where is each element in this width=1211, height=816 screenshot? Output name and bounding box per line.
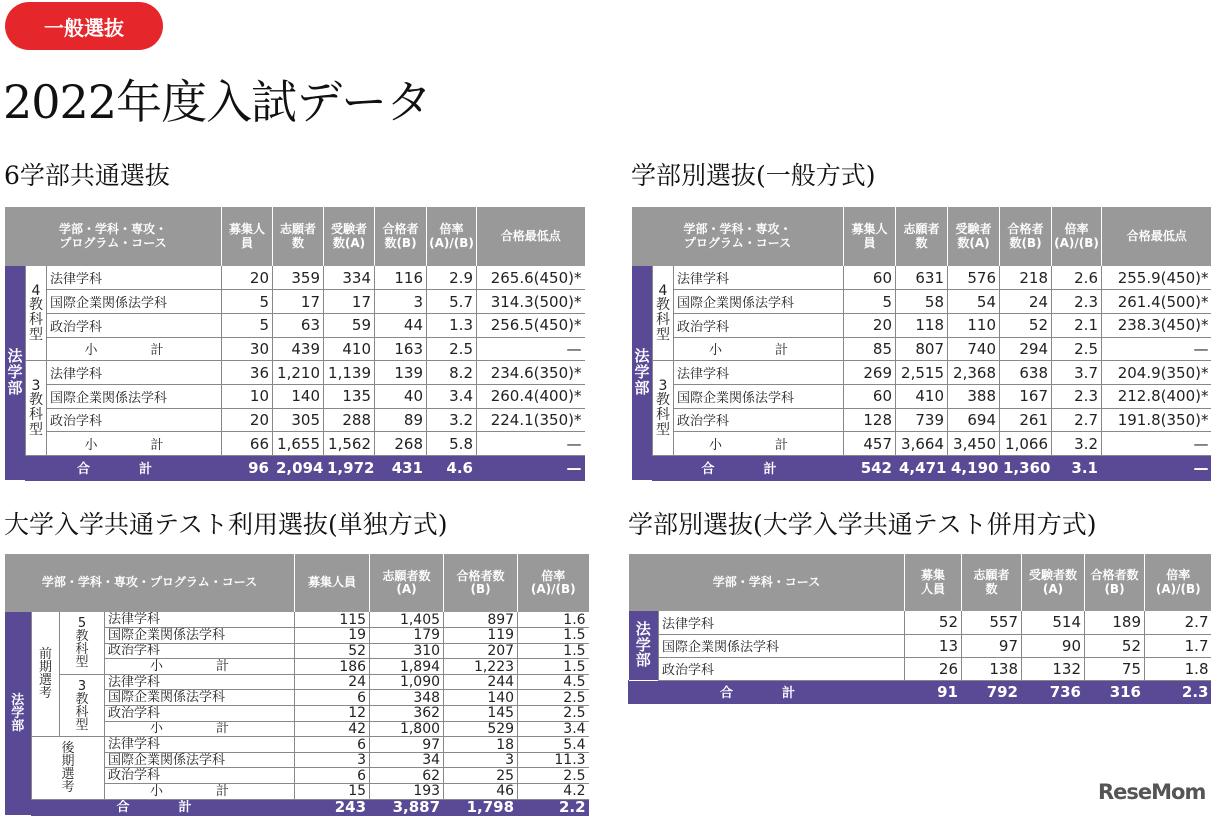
exam-type-label: 4 教 科 型	[653, 266, 674, 361]
header-passers: 合格者 数(B)	[1000, 207, 1052, 266]
table-row	[632, 384, 1211, 408]
cell-passers: 52	[1000, 313, 1052, 337]
cell-applicants: 410	[896, 384, 948, 408]
cell-applicants: 140	[273, 384, 324, 408]
cell-quota: 52	[905, 611, 962, 634]
cell-passers: 218	[1000, 266, 1052, 290]
cell-ratio: 2.7	[1145, 611, 1211, 634]
cell-dept-name: 法律学科	[659, 611, 905, 634]
cell-dept-name: 小 計	[674, 337, 844, 361]
cell-quota: 5	[222, 290, 273, 314]
cell-passers: 261	[1000, 408, 1052, 432]
cell-quota: 20	[222, 266, 273, 290]
cell-quota: 13	[905, 634, 962, 657]
cell-ratio: 3.2	[427, 408, 477, 432]
cell-applicants: 62	[370, 768, 444, 784]
cell-dept-name: 合 計	[26, 456, 222, 481]
cell-min-score: 260.4(400)*	[477, 384, 585, 408]
cell-min-score: 234.6(350)*	[477, 361, 585, 385]
cell-dept-name: 国際企業関係法学科	[47, 384, 222, 408]
cell-passers: 1,360	[1000, 456, 1052, 481]
cell-applicants: 4,471	[896, 456, 948, 481]
cell-ratio: 8.2	[427, 361, 477, 385]
cell-quota: 85	[844, 337, 896, 361]
cell-passers: 140	[444, 690, 518, 706]
cell-applicants: 557	[962, 611, 1022, 634]
cell-min-score: —	[477, 337, 585, 361]
cell-dept-name: 政治学科	[659, 657, 905, 680]
header-ratio: 倍率 (A)/(B)	[1052, 207, 1102, 266]
cell-applicants: 2,515	[896, 361, 948, 385]
cell-ratio: 2.3	[1052, 290, 1102, 314]
cell-applicants: 17	[273, 290, 324, 314]
cell-quota: 20	[844, 313, 896, 337]
cell-examinees: 132	[1022, 657, 1085, 680]
cell-applicants: 3,887	[370, 799, 444, 815]
cell-applicants: 97	[370, 737, 444, 753]
faculty-label: 法 学 部	[632, 266, 653, 480]
cell-dept-name: 国際企業関係法学科	[659, 634, 905, 657]
cell-quota: 60	[844, 266, 896, 290]
cell-dept-name: 国際企業関係法学科	[105, 628, 295, 644]
cell-ratio: 2.9	[427, 266, 477, 290]
cell-applicants: 1,405	[370, 612, 444, 628]
cell-ratio: 1.6	[518, 612, 589, 628]
cell-passers: 18	[444, 737, 518, 753]
cell-passers: 24	[1000, 290, 1052, 314]
cell-min-score: 191.8(350)*	[1102, 408, 1211, 432]
exam-type-label: 3 教 科 型	[653, 361, 674, 456]
subtotal-row	[5, 432, 585, 456]
cell-applicants: 362	[370, 706, 444, 722]
cell-passers: 119	[444, 628, 518, 644]
cell-dept-name: 法律学科	[674, 266, 844, 290]
cell-ratio: 2.5	[518, 706, 589, 722]
cell-ratio: 1.8	[1145, 657, 1211, 680]
faculty-label: 法 学 部	[5, 266, 26, 480]
faculty-label: 法 学 部	[5, 612, 32, 815]
header-applicants: 志願者数	[896, 207, 948, 266]
cell-dept-name: 小 計	[105, 721, 295, 737]
cell-applicants: 3,664	[896, 432, 948, 456]
section3-heading: 大学入学共通テスト利用選抜(単独方式)	[4, 510, 448, 539]
cell-ratio: 2.3	[1145, 680, 1211, 703]
site-logo: ReseMom	[1098, 780, 1206, 804]
cell-dept-name: 小 計	[47, 337, 222, 361]
cell-dept-name: 合 計	[32, 799, 295, 815]
header-applicants: 志願者数 (A)	[370, 554, 444, 612]
cell-dept-name: 小 計	[47, 432, 222, 456]
cell-passers: 52	[1085, 634, 1145, 657]
table-row	[5, 313, 585, 337]
header-ratio: 倍率 (A)/(B)	[1145, 554, 1211, 611]
cell-quota: 243	[295, 799, 370, 815]
cell-ratio: 2.7	[1052, 408, 1102, 432]
cell-min-score: 212.8(400)*	[1102, 384, 1211, 408]
table-row	[5, 408, 585, 432]
cell-ratio: 3.4	[427, 384, 477, 408]
cell-min-score: 265.6(450)*	[477, 266, 585, 290]
faculty-label: 法 学 部	[629, 611, 659, 680]
cell-quota: 128	[844, 408, 896, 432]
cell-min-score: 261.4(500)*	[1102, 290, 1211, 314]
cell-min-score: —	[477, 432, 585, 456]
cell-examinees: 3,450	[948, 432, 1000, 456]
cell-ratio: 5.7	[427, 290, 477, 314]
header-dept: 学部・学科・コース	[629, 554, 905, 611]
table-row	[632, 313, 1211, 337]
table-row	[632, 290, 1211, 314]
cell-min-score: 314.3(500)*	[477, 290, 585, 314]
cell-ratio: 2.5	[518, 690, 589, 706]
cell-dept-name: 国際企業関係法学科	[674, 384, 844, 408]
cell-examinees: 334	[324, 266, 375, 290]
cell-passers: 75	[1085, 657, 1145, 680]
cell-passers: 268	[375, 432, 427, 456]
cell-quota: 115	[295, 612, 370, 628]
cell-dept-name: 国際企業関係法学科	[674, 290, 844, 314]
table-row	[632, 266, 1211, 290]
section2-heading: 学部別選抜(一般方式)	[631, 161, 876, 190]
cell-examinees: 740	[948, 337, 1000, 361]
table-row	[632, 408, 1211, 432]
cell-quota: 15	[295, 784, 370, 800]
cell-ratio: 3.2	[1052, 432, 1102, 456]
table-row	[629, 611, 1211, 634]
cell-quota: 30	[222, 337, 273, 361]
cell-dept-name: 政治学科	[105, 768, 295, 784]
table-row	[5, 674, 589, 690]
exam-type-label: 3 教 科 型	[60, 674, 105, 736]
header-passers: 合格者数 (B)	[1085, 554, 1145, 611]
cell-quota: 24	[295, 674, 370, 690]
header-dept: 学部・学科・専攻・プログラム・コース	[5, 554, 295, 612]
cell-examinees: 17	[324, 290, 375, 314]
cell-passers: 3	[375, 290, 427, 314]
cell-ratio: 2.2	[518, 799, 589, 815]
subtotal-row	[632, 337, 1211, 361]
cell-quota: 20	[222, 408, 273, 432]
cell-dept-name: 法律学科	[105, 612, 295, 628]
header-min-score: 合格最低点	[1102, 207, 1211, 266]
cell-ratio: 4.6	[427, 456, 477, 481]
cell-ratio: 2.5	[518, 768, 589, 784]
cell-applicants: 359	[273, 266, 324, 290]
cell-applicants: 34	[370, 752, 444, 768]
cell-applicants: 739	[896, 408, 948, 432]
header-quota: 募集人員	[844, 207, 896, 266]
total-row	[629, 680, 1211, 703]
cell-applicants: 439	[273, 337, 324, 361]
cell-examinees: 388	[948, 384, 1000, 408]
cell-examinees: 1,139	[324, 361, 375, 385]
cell-ratio: 2.5	[1052, 337, 1102, 361]
header-examinees: 受験者数 (A)	[1022, 554, 1085, 611]
cell-applicants: 58	[896, 290, 948, 314]
cell-quota: 42	[295, 721, 370, 737]
cell-applicants: 1,090	[370, 674, 444, 690]
header-min-score: 合格最低点	[477, 207, 585, 266]
cell-applicants: 63	[273, 313, 324, 337]
cell-ratio: 5.8	[427, 432, 477, 456]
exam-type-label: 5 教 科 型	[60, 612, 105, 674]
cell-ratio: 1.5	[518, 628, 589, 644]
cell-ratio: 2.5	[427, 337, 477, 361]
cell-applicants: 1,210	[273, 361, 324, 385]
cell-dept-name: 政治学科	[674, 313, 844, 337]
table-row	[5, 361, 585, 385]
cell-examinees: 514	[1022, 611, 1085, 634]
cell-dept-name: 小 計	[105, 659, 295, 675]
cell-dept-name: 国際企業関係法学科	[105, 752, 295, 768]
cell-examinees: 1,972	[324, 456, 375, 481]
cell-passers: 1,223	[444, 659, 518, 675]
cell-quota: 5	[844, 290, 896, 314]
cell-quota: 6	[295, 737, 370, 753]
cell-min-score: 204.9(350)*	[1102, 361, 1211, 385]
cell-passers: 163	[375, 337, 427, 361]
section1-heading: 6学部共通選抜	[4, 161, 170, 190]
table-common-test-single	[4, 554, 589, 816]
cell-examinees: 2,368	[948, 361, 1000, 385]
cell-dept-name: 法律学科	[105, 737, 295, 753]
cell-min-score: —	[477, 456, 585, 481]
cell-dept-name: 法律学科	[47, 361, 222, 385]
cell-quota: 52	[295, 643, 370, 659]
cell-min-score: —	[1102, 456, 1211, 481]
table-row	[629, 634, 1211, 657]
total-row	[5, 799, 589, 815]
cell-passers: 46	[444, 784, 518, 800]
cell-applicants: 138	[962, 657, 1022, 680]
subtotal-row	[5, 337, 585, 361]
period-label: 前 期 選 考	[32, 612, 60, 737]
table-row	[5, 290, 585, 314]
header-quota: 募集人員	[222, 207, 273, 266]
cell-applicants: 1,894	[370, 659, 444, 675]
cell-examinees: 1,562	[324, 432, 375, 456]
cell-dept-name: 政治学科	[105, 706, 295, 722]
header-dept: 学部・学科・専攻・ プログラム・コース	[632, 207, 844, 266]
table-faculty-combined	[628, 554, 1211, 704]
cell-quota: 457	[844, 432, 896, 456]
period-label: 後 期 選 考	[32, 737, 105, 799]
cell-applicants: 97	[962, 634, 1022, 657]
header-examinees: 受験者 数(A)	[948, 207, 1000, 266]
table-row	[629, 657, 1211, 680]
category-badge: 一般選抜	[5, 2, 163, 50]
exam-type-label: 4 教 科 型	[26, 266, 47, 361]
cell-min-score: 224.1(350)*	[477, 408, 585, 432]
cell-min-score: 238.3(450)*	[1102, 313, 1211, 337]
cell-examinees: 410	[324, 337, 375, 361]
cell-passers: 145	[444, 706, 518, 722]
cell-dept-name: 政治学科	[47, 408, 222, 432]
cell-quota: 60	[844, 384, 896, 408]
header-quota: 募集人員	[295, 554, 370, 612]
page-title: 2022年度入試データ	[3, 75, 432, 129]
cell-dept-name: 法律学科	[674, 361, 844, 385]
section4-heading: 学部別選抜(大学入学共通テスト併用方式)	[628, 510, 1097, 539]
table-row	[5, 737, 589, 753]
header-passers: 合格者 数(B)	[375, 207, 427, 266]
cell-quota: 6	[295, 690, 370, 706]
cell-examinees: 135	[324, 384, 375, 408]
cell-min-score: —	[1102, 432, 1211, 456]
cell-passers: 44	[375, 313, 427, 337]
cell-passers: 529	[444, 721, 518, 737]
cell-ratio: 1.7	[1145, 634, 1211, 657]
cell-applicants: 118	[896, 313, 948, 337]
cell-examinees: 288	[324, 408, 375, 432]
cell-dept-name: 合 計	[653, 456, 844, 481]
cell-quota: 3	[295, 752, 370, 768]
cell-passers: 316	[1085, 680, 1145, 703]
cell-passers: 1,066	[1000, 432, 1052, 456]
cell-applicants: 807	[896, 337, 948, 361]
cell-ratio: 1.5	[518, 643, 589, 659]
header-quota: 募集 人員	[905, 554, 962, 611]
cell-ratio: 4.5	[518, 674, 589, 690]
cell-applicants: 193	[370, 784, 444, 800]
cell-quota: 26	[905, 657, 962, 680]
cell-applicants: 179	[370, 628, 444, 644]
cell-min-score: —	[1102, 337, 1211, 361]
cell-passers: 431	[375, 456, 427, 481]
cell-passers: 116	[375, 266, 427, 290]
cell-applicants: 1,800	[370, 721, 444, 737]
cell-examinees: 694	[948, 408, 1000, 432]
cell-examinees: 54	[948, 290, 1000, 314]
cell-quota: 36	[222, 361, 273, 385]
cell-quota: 269	[844, 361, 896, 385]
header-dept: 学部・学科・専攻・ プログラム・コース	[5, 207, 222, 266]
cell-passers: 25	[444, 768, 518, 784]
table-common-selection	[4, 207, 585, 481]
header-examinees: 受験者 数(A)	[324, 207, 375, 266]
header-ratio: 倍率 (A)/(B)	[518, 554, 589, 612]
cell-applicants: 631	[896, 266, 948, 290]
cell-ratio: 2.1	[1052, 313, 1102, 337]
table-row	[5, 266, 585, 290]
cell-examinees: 4,190	[948, 456, 1000, 481]
cell-dept-name: 法律学科	[47, 266, 222, 290]
header-passers: 合格者数 (B)	[444, 554, 518, 612]
cell-quota: 5	[222, 313, 273, 337]
subtotal-row	[632, 432, 1211, 456]
cell-applicants: 348	[370, 690, 444, 706]
cell-quota: 10	[222, 384, 273, 408]
header-applicants: 志願者 数	[962, 554, 1022, 611]
total-row	[5, 456, 585, 481]
cell-dept-name: 小 計	[674, 432, 844, 456]
cell-dept-name: 法律学科	[105, 674, 295, 690]
table-row	[632, 361, 1211, 385]
cell-ratio: 1.5	[518, 659, 589, 675]
cell-ratio: 11.3	[518, 752, 589, 768]
cell-passers: 897	[444, 612, 518, 628]
cell-min-score: 256.5(450)*	[477, 313, 585, 337]
cell-passers: 40	[375, 384, 427, 408]
cell-ratio: 1.3	[427, 313, 477, 337]
header-ratio: 倍率 (A)/(B)	[427, 207, 477, 266]
cell-quota: 19	[295, 628, 370, 644]
exam-type-label: 3 教 科 型	[26, 361, 47, 456]
cell-ratio: 3.4	[518, 721, 589, 737]
cell-applicants: 1,655	[273, 432, 324, 456]
cell-ratio: 3.1	[1052, 456, 1102, 481]
cell-passers: 1,798	[444, 799, 518, 815]
cell-passers: 638	[1000, 361, 1052, 385]
cell-quota: 91	[905, 680, 962, 703]
cell-applicants: 2,094	[273, 456, 324, 481]
cell-passers: 294	[1000, 337, 1052, 361]
cell-passers: 139	[375, 361, 427, 385]
table-row	[5, 612, 589, 628]
cell-examinees: 110	[948, 313, 1000, 337]
cell-applicants: 305	[273, 408, 324, 432]
cell-quota: 12	[295, 706, 370, 722]
cell-examinees: 90	[1022, 634, 1085, 657]
cell-passers: 244	[444, 674, 518, 690]
cell-passers: 3	[444, 752, 518, 768]
cell-passers: 167	[1000, 384, 1052, 408]
cell-ratio: 3.7	[1052, 361, 1102, 385]
cell-passers: 207	[444, 643, 518, 659]
cell-passers: 189	[1085, 611, 1145, 634]
cell-dept-name: 国際企業関係法学科	[47, 290, 222, 314]
header-applicants: 志願者数	[273, 207, 324, 266]
cell-dept-name: 合 計	[629, 680, 905, 703]
cell-examinees: 576	[948, 266, 1000, 290]
cell-dept-name: 政治学科	[105, 643, 295, 659]
cell-ratio: 5.4	[518, 737, 589, 753]
cell-passers: 89	[375, 408, 427, 432]
cell-dept-name: 国際企業関係法学科	[105, 690, 295, 706]
cell-examinees: 59	[324, 313, 375, 337]
cell-ratio: 2.3	[1052, 384, 1102, 408]
cell-quota: 6	[295, 768, 370, 784]
cell-quota: 96	[222, 456, 273, 481]
table-row	[5, 384, 585, 408]
cell-applicants: 792	[962, 680, 1022, 703]
table-faculty-general	[631, 207, 1211, 481]
cell-ratio: 4.2	[518, 784, 589, 800]
cell-dept-name: 政治学科	[674, 408, 844, 432]
cell-applicants: 310	[370, 643, 444, 659]
cell-dept-name: 小 計	[105, 784, 295, 800]
total-row	[632, 456, 1211, 481]
cell-quota: 186	[295, 659, 370, 675]
cell-min-score: 255.9(450)*	[1102, 266, 1211, 290]
cell-quota: 66	[222, 432, 273, 456]
cell-examinees: 736	[1022, 680, 1085, 703]
cell-ratio: 2.6	[1052, 266, 1102, 290]
cell-quota: 542	[844, 456, 896, 481]
cell-dept-name: 政治学科	[47, 313, 222, 337]
